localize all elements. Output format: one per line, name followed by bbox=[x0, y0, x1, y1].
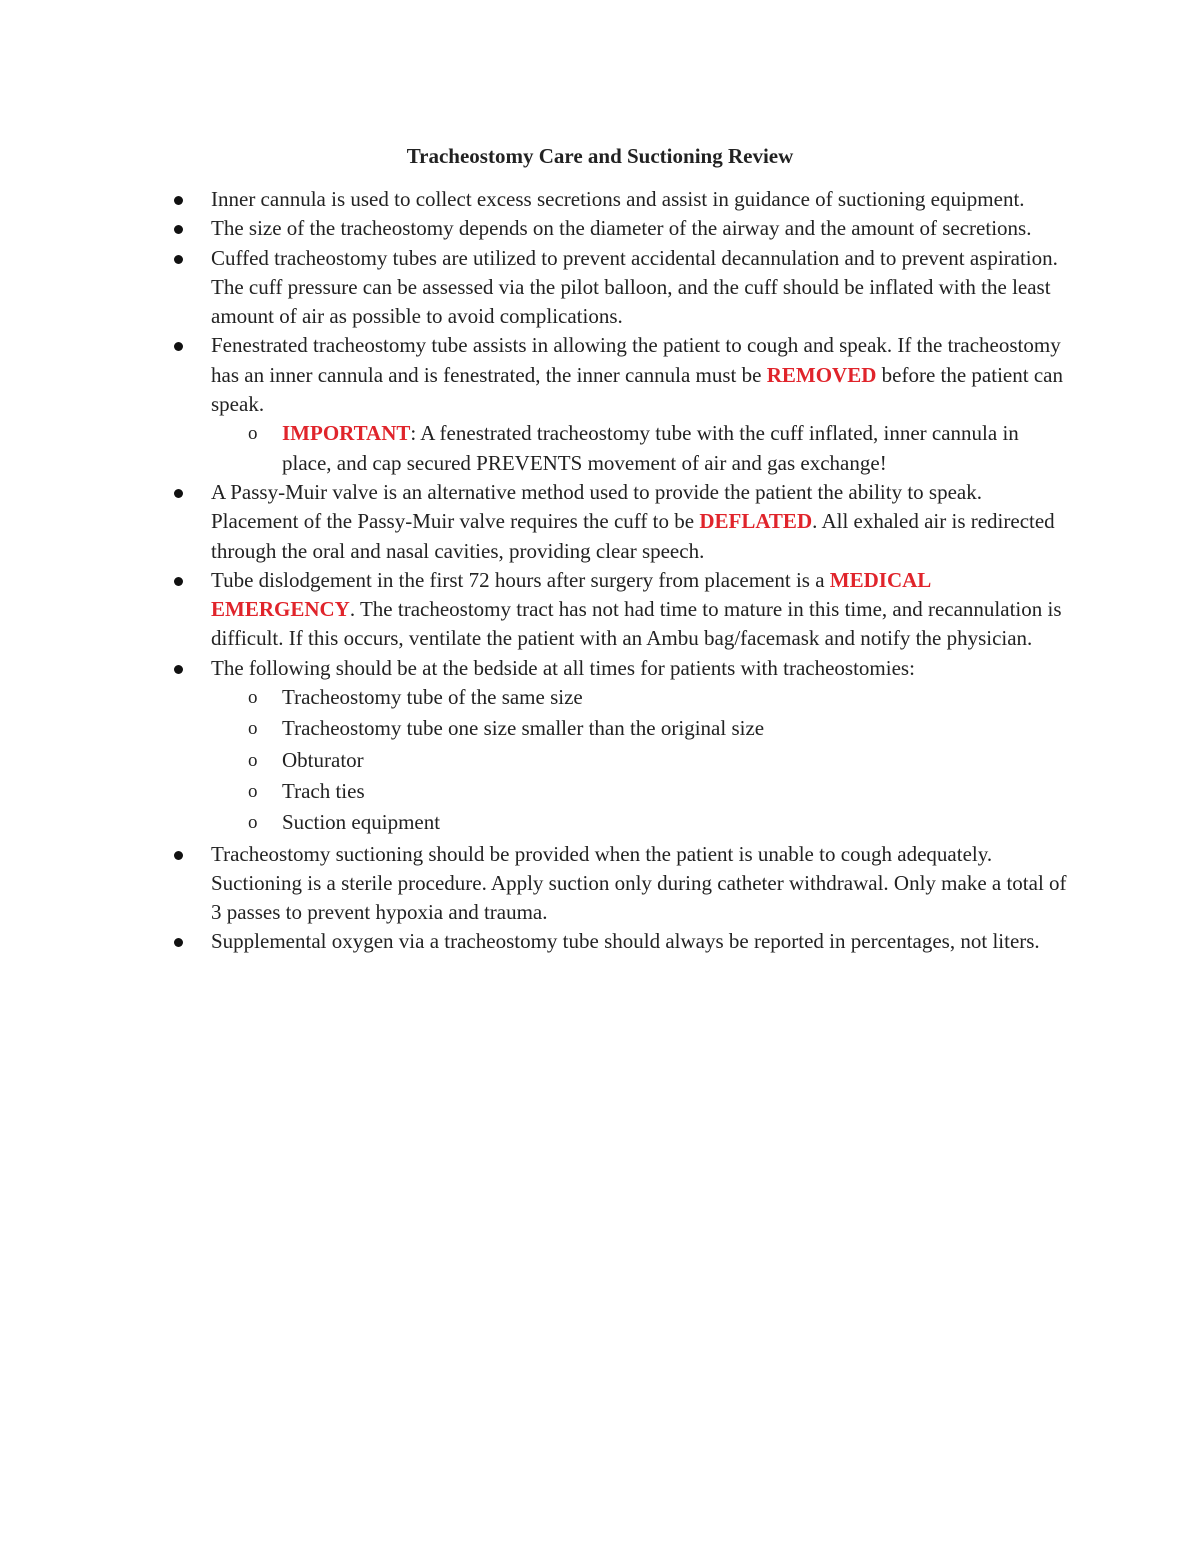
bullet-icon bbox=[174, 851, 183, 860]
list-item bbox=[168, 654, 1068, 838]
sub-item-text: Tracheostomy tube one size smaller than the original size bbox=[282, 716, 765, 741]
sub-list-item bbox=[211, 808, 1068, 837]
highlight-removed: REMOVED bbox=[766, 362, 877, 387]
bullet-list bbox=[168, 185, 1068, 957]
sub-item-text: Obturator bbox=[282, 747, 364, 772]
list-item bbox=[168, 566, 1068, 654]
sub-bullet-icon: o bbox=[248, 812, 258, 834]
bullet-icon bbox=[174, 938, 183, 947]
bullet-icon bbox=[174, 489, 183, 498]
sub-bullet-icon: o bbox=[248, 423, 258, 445]
highlight-medical-emergency: MEDICAL EMERGENCY bbox=[211, 567, 931, 622]
sub-bullet-icon: o bbox=[248, 749, 258, 771]
sub-list-item bbox=[211, 714, 1068, 743]
bullet-text: A Passy-Muir valve is an alternative method used to provide the patient the ability to speak. Placement of the Passy-Muir valve requires the cuff to be bbox=[211, 479, 982, 534]
list-item bbox=[168, 478, 1068, 566]
list-item bbox=[168, 185, 1068, 214]
sub-list bbox=[211, 419, 1068, 478]
bullet-icon bbox=[174, 665, 183, 674]
list-item bbox=[168, 331, 1068, 477]
bullet-text: The following should be at the bedside at all times for patients with tracheostomies: bbox=[211, 655, 915, 680]
sub-list-item bbox=[211, 777, 1068, 806]
bullet-icon bbox=[174, 196, 183, 205]
sub-list-item bbox=[211, 683, 1068, 712]
bullet-icon bbox=[174, 342, 183, 351]
sub-bullet-icon: o bbox=[248, 687, 258, 709]
sub-item-text: Trach ties bbox=[282, 778, 365, 803]
sub-list-item bbox=[211, 419, 1068, 478]
sub-item-text: Suction equipment bbox=[282, 810, 441, 835]
bullet-text: Tube dislodgement in the first 72 hours after surgery from placement is a bbox=[211, 567, 830, 592]
bullet-icon bbox=[174, 577, 183, 586]
sub-list-item bbox=[211, 746, 1068, 775]
list-item bbox=[168, 244, 1068, 332]
bullet-text: The size of the tracheostomy depends on the diameter of the airway and the amount of secretions. bbox=[211, 216, 1032, 241]
page-title: Tracheostomy Care and Suctioning Review bbox=[406, 144, 794, 168]
sub-bullet-icon: o bbox=[248, 718, 258, 740]
bullet-text-after: . All exhaled air is redirected through the oral and nasal cavities, providing clear speech. bbox=[211, 509, 1055, 563]
list-item bbox=[168, 927, 1068, 956]
list-item bbox=[168, 214, 1068, 243]
bullet-text: Fenestrated tracheostomy tube assists in allowing the patient to cough and speak. If the tracheostomy has an inner cannula and is fenestrated, the inner cannula must be bbox=[211, 333, 1061, 387]
list-item bbox=[168, 840, 1068, 928]
bullet-icon bbox=[174, 225, 183, 234]
bullet-text: Tracheostomy suctioning should be provided when the patient is unable to cough adequately. Suctioning is a sterile procedure. Apply suction only during catheter withdrawal. Only make a total of 3 passes to prevent hypoxia and trauma. bbox=[211, 841, 1067, 925]
bullet-text: Inner cannula is used to collect excess secretions and assist in guidance of suctioning equipment. bbox=[211, 187, 1025, 211]
bullet-text: Cuffed tracheostomy tubes are utilized to prevent accidental decannulation and to prevent aspiration. The cuff pressure can be assessed via the pilot balloon, and the cuff should be inflated with the least amount of air as possible to avoid complications. bbox=[211, 245, 1058, 329]
highlight-deflated: DEFLATED bbox=[699, 509, 813, 534]
bullet-text-after: before the patient can speak. bbox=[211, 362, 1063, 417]
bullet-icon bbox=[174, 255, 183, 264]
highlight-important: IMPORTANT bbox=[282, 421, 411, 446]
bullet-text-after: . The tracheostomy tract has not had time to mature in this time, and recannulation is difficult. If this occurs, ventilate the patient with an Ambu bag/facemask and notify the physician. bbox=[211, 597, 1062, 651]
bullet-text: Supplemental oxygen via a tracheostomy tube should always be reported in percentages, not liters. bbox=[211, 929, 1040, 954]
sub-list bbox=[211, 683, 1068, 837]
sub-item-text: Tracheostomy tube of the same size bbox=[282, 685, 583, 710]
sub-item-text: : A fenestrated tracheostomy tube with the cuff inflated, inner cannula in place, and cap secured PREVENTS movement of air and gas exchange! bbox=[282, 421, 1019, 475]
sub-bullet-icon: o bbox=[248, 780, 258, 802]
